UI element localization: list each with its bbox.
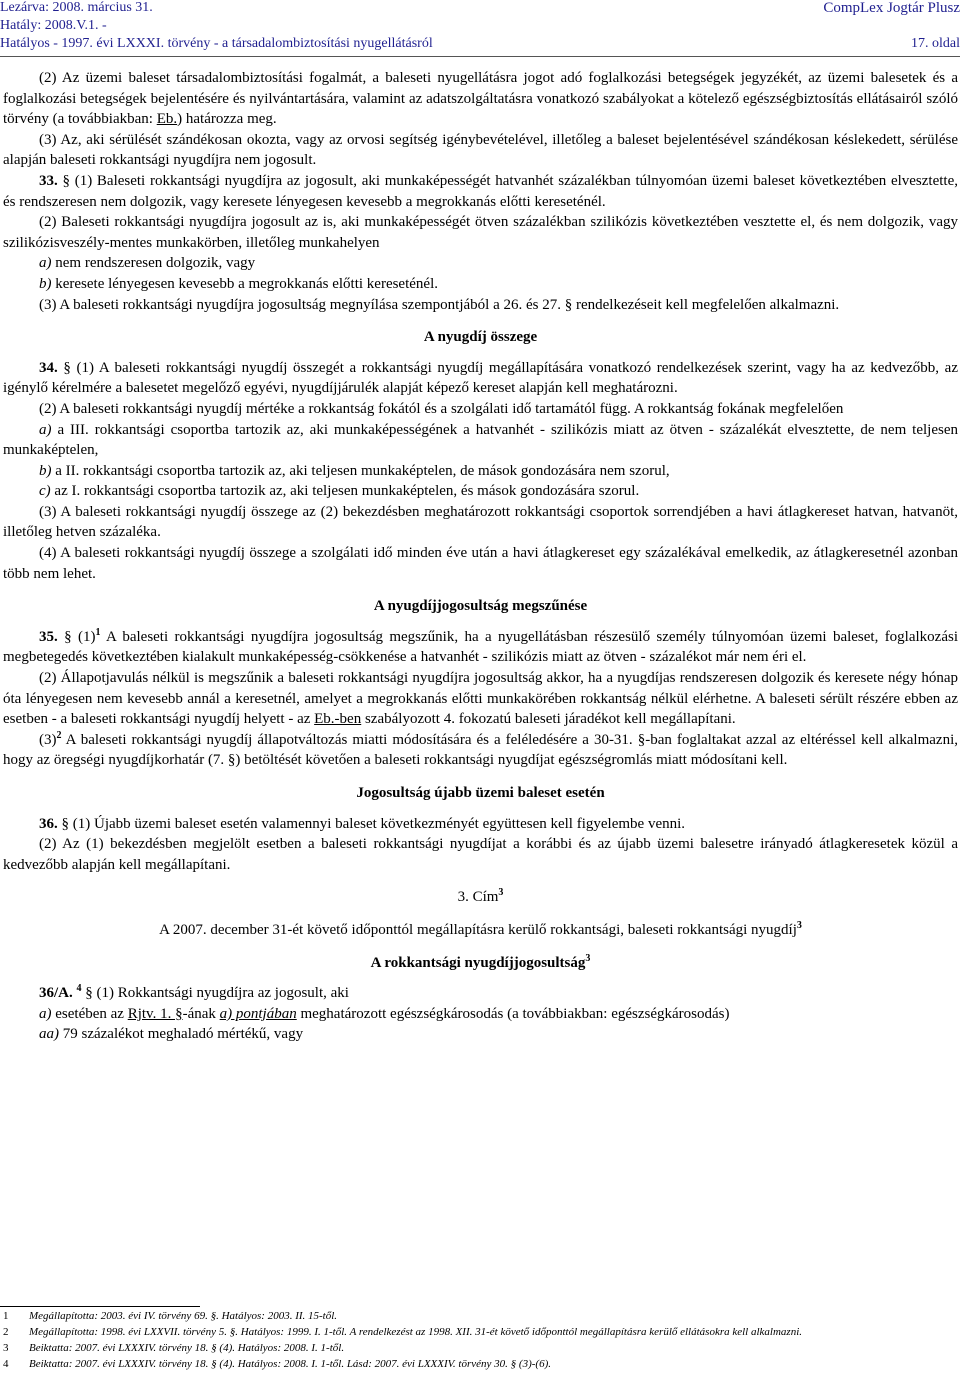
list-item: aa) 79 százalékot meghaladó mértékű, vagy (39, 1026, 304, 1043)
section-34-paragraph-3: (3) A baleseti rokkantsági nyugdíj összege az (2) bekezdésben meghatározott rokkantsági csoportok sorrendjében a havi átlagkereset hatvan, hatvanöt, illetőleg hetven százaléka. (3, 503, 958, 541)
section-36a-paragraph-1: 36/A. $^4$ § (1) Rokkantsági nyugdíjra az jogosult, aki (39, 983, 349, 1002)
list-item: a) nem rendszeresen dolgozik, vagy (39, 255, 256, 272)
section-34-paragraph-1: 34. § (1) A baleseti rokkantsági nyugdíj összegét a rokkantsági nyugdíj megállapítására vonatkozó rendelkezések szerint, vagy ha az kedvezőbb, az igénylő kérelmére a balesetet megelőző egyévi, nyugdíjjárulék alapját képező kereset alapján kell meghatározni. (3, 359, 958, 397)
list-item: c) az I. rokkantsági csoportba tartozik az, aki teljesen munkaképtelen, és mások gondozására szorul. (39, 483, 640, 500)
section-number: 33. (39, 172, 58, 189)
heading-amount: A nyugdíj összege (423, 329, 538, 346)
footnote-ref[interactable]: 3 (796, 919, 802, 931)
subtitle-after-2007: A 2007. december 31-ét követő időponttól megállapításra kerülő rokkantsági, baleseti rokkantsági nyugdíj$^3$ (159, 919, 802, 938)
section-33-paragraph-3: (3) A baleseti rokkantsági nyugdíjra jogosultság megnyílása szempontjából a 26. és 27. § rendelkezéseit kell megfelelően alkalmazni. (39, 296, 840, 313)
footnote-item: 3 Beiktatta: 2007. évi LXXXIV. törvény 18. § (4). Hatályos: 2008. I. 1-től. (3, 1342, 345, 1354)
section-number: 34. (39, 359, 58, 376)
title-3-heading: 3. Cím$^3$ (457, 887, 504, 906)
section-33-paragraph-2: (2) Baleseti rokkantsági nyugdíjra jogosult az is, aki munkaképességét ötven százalékban szilikózis következtében vesztette el, és nem dolgozik, vagy szilikózisveszély-mentes munkakörben, illetőleg munkahelyen (3, 214, 958, 251)
section-number: 36. (39, 815, 58, 832)
header-closed-date: Lezárva: 2008. március 31. (0, 0, 153, 15)
heading-termination: A nyugdíjjogosultság megszűnése (373, 598, 588, 615)
point-a-link[interactable]: a) pontjában (219, 1005, 297, 1022)
header-effective-range: Hatály: 2008.V.1. - (0, 18, 107, 33)
section-34-paragraph-2: (2) A baleseti rokkantsági nyugdíj mértéke a rokkantság fokától és a szolgálati idő tartamától függ. A rokkantság fokának megfelelően (39, 400, 844, 417)
header-divider (0, 56, 960, 57)
footnote-ref[interactable]: 3 (585, 952, 591, 964)
section-number: 36/A. (39, 985, 73, 1002)
header-app-name: CompLex Jogtár Plusz (823, 0, 960, 16)
section-35-paragraph-2: (2) Állapotjavulás nélkül is megszűnik a baleseti rokkantsági nyugdíjra jogosultság akkor, ha a nyugdíjas rendszeresen dolgozik és keresete négy hónap óta lényegesen nem kevesebb annál a keresetnél, amelyet a megrokkanás előtti munkakörében rokkantság nélkül elérhetne. A baleseti sérült részére ebben az esetben - a baleseti rokkantsági nyugdíj helyett - az Eb.-ben szabályozott 4. fokozatú baleseti járadékot kell megállapítani. (3, 670, 958, 728)
paragraph: (2) Az üzemi baleset társadalombiztosítási fogalmát, a baleseti nyugellátásra jogot adó foglalkozási betegségek jegyzékét, az üzemi balesetek és a foglalkozási betegségek bejelentésére és nyilvántartására, valamint az adatszolgáltatásra vonatkozó szabályokat a kötelező egészségbiztosítás ellátásairól szóló törvény (a továbbiakban: Eb.) határozza meg. (3, 70, 958, 128)
list-item: b) a II. rokkantsági csoportba tartozik az, aki teljesen munkaképtelen, de mások gondozására nem szorul, (39, 462, 670, 479)
eb-link[interactable]: Eb. (156, 111, 178, 128)
footnotes (3, 1308, 958, 1372)
footnote-divider (0, 1306, 200, 1307)
section-34-paragraph-4: (4) A baleseti rokkantsági nyugdíj összege a szolgálati idő minden éve után a havi átlagkereset egy százalékával emelkedik, az átlagkeresetnél azonban több nem lehet. (3, 545, 958, 582)
section-number: 35. (39, 628, 58, 645)
paragraph: (3) Az, aki sérülését szándékosan okozta, vagy az orvosi segítség igénybevételével, illetőleg a baleset bejelentésével szándékosan késlekedett, sérülése alapján baleseti rokkantsági nyugdíjra nem jogosult. (3, 131, 958, 169)
document-body (3, 68, 958, 1045)
eb-link[interactable]: Eb.-ben (314, 711, 362, 728)
heading-disability-entitlement: A rokkantsági nyugdíjjogosultság$^3$ (370, 952, 591, 971)
list-item: a) a III. rokkantsági csoportba tartozik az, aki munkaképességének a hatvanhét - szilikózis miatt az ötven - százalékát elvesztette, de nem teljesen munkaképtelen, (3, 421, 958, 459)
footnote-ref[interactable]: 3 (498, 887, 504, 899)
section-36-paragraph-1: 36. § (1) Újabb üzemi baleset esetén valamennyi baleset következményét együttesen kell figyelembe venni. (39, 815, 686, 832)
header-law-title: Hatályos - 1997. évi LXXXI. törvény - a társadalombiztosítási nyugellátásról (0, 36, 433, 51)
footnote-ref[interactable]: 4 (76, 983, 82, 995)
section-35-paragraph-3: $(3)^2$ A baleseti rokkantsági nyugdíj állapotváltozás miatti módosítására és a feléledésére a 30-31. §-ban foglaltakat azzal az eltéréssel kell alkalmazni, hogy az öregségi nyugdíjkorhatár (7. §) betöltését követően a baleseti rokkantsági nyugdíjat egészségromlás miatt módosítani kell. (3, 729, 958, 769)
footnote-ref[interactable]: 1 (95, 626, 101, 638)
page-header (0, 0, 960, 58)
list-item: b) keresete lényegesen kevesebb a megrokkanás előtti kereseténél. (39, 275, 438, 292)
footnote-ref[interactable]: 2 (56, 729, 62, 741)
rjtv-link[interactable]: Rjtv. 1. § (127, 1005, 183, 1022)
footnote-item: 2 Megállapította: 1998. évi LXXVII. törvény 5. §. Hatályos: 1999. I. 1-től. A rendelkezést az 1998. XII. 31-ét követő időponttól megállapításra kerülő ellátásokra kell alkalmazni. (3, 1326, 803, 1338)
section-35-paragraph-1: 35. § $(1)^1$ A baleseti rokkantsági nyugdíjra jogosultság megszűnik, ha a nyugellátásban részesülő személy túlnyomóan üzemi baleset, foglalkozási megbetegedés következtében kialakult munkaképesség-csökkenése a hatvanhét - szilikózis miatt az ötven - százalékot már nem éri el. (3, 626, 958, 666)
footnote-item: 1 Megállapította: 2003. évi IV. törvény 69. §. Hatályos: 2003. II. 15-től. (3, 1310, 338, 1322)
heading-new-accident: Jogosultság újabb üzemi baleset esetén (356, 785, 605, 801)
list-item: a) esetében az Rjtv. 1. §-ának a) pontjában meghatározott egészségkárosodás (a továbbiakban: egészségkárosodás) (39, 1005, 730, 1022)
header-page-number: 17. oldal (911, 36, 960, 51)
section-36-paragraph-2: (2) Az (1) bekezdésben megjelölt esetben a baleseti rokkantsági nyugdíjat a korábbi és az újabb üzemi balesetre irányadó átlagkeresetek közül a kedvezőbb alapján kell megállapítani. (3, 836, 958, 873)
section-33-paragraph-1: 33. § (1) Baleseti rokkantsági nyugdíjra az jogosult, aki munkaképességét hatvanhét százalékban túlnyomóan üzemi baleset következtében elvesztette, és rendszeresen nem dolgozik, vagy keresete lényegesen kevesebb a megrokkanás előtti kereseténél. (3, 172, 958, 210)
footnote-item: 4 Beiktatta: 2007. évi LXXXIV. törvény 18. § (4). Hatályos: 2008. I. 1-től. Lásd: 2007. évi LXXXIV. törvény 30. § (3)-(6). (3, 1358, 551, 1370)
